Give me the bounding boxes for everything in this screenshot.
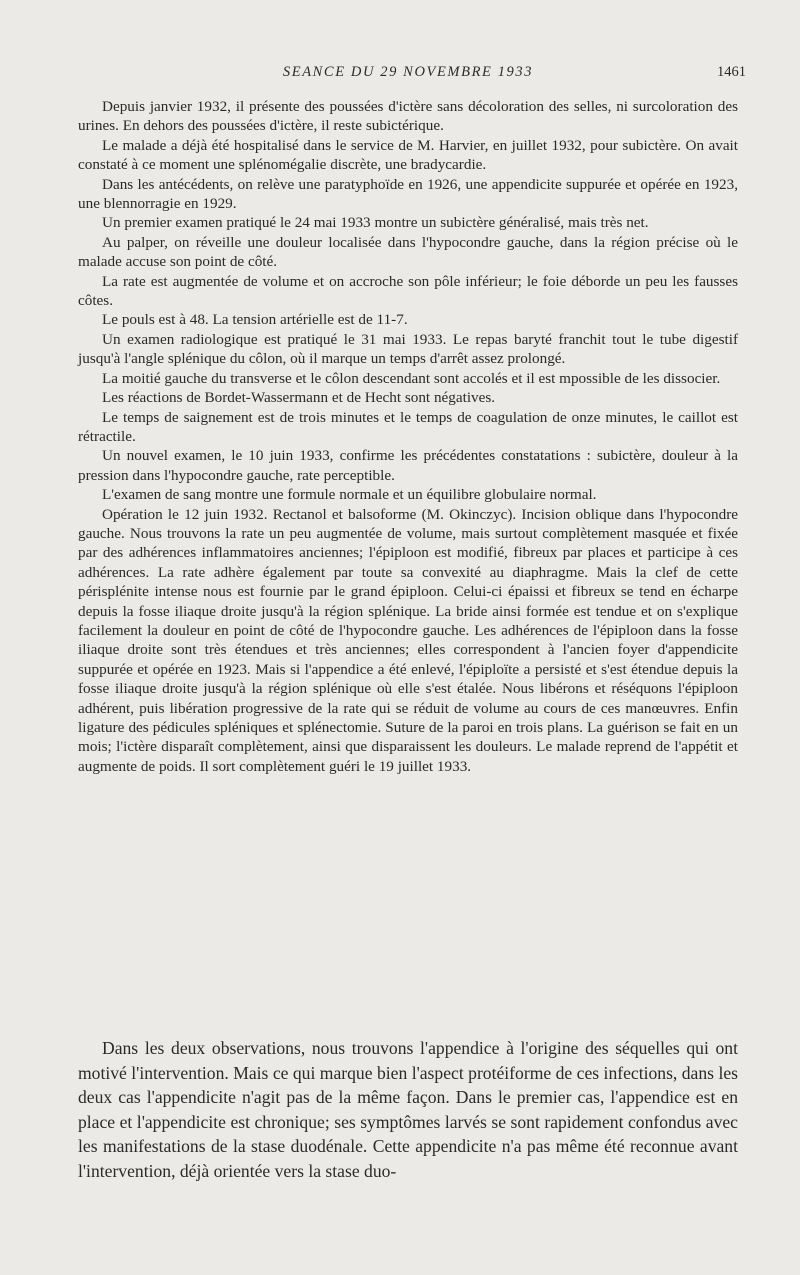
observation-text (78, 97, 738, 776)
header-title: SEANCE DU 29 NOVEMBRE 1933 (282, 64, 534, 80)
page-number: 1461 (717, 64, 746, 80)
paragraph: Opération le 12 juin 1932. Rectanol et balsoforme (M. Okinczyc). Incision oblique dans l'hypocondre gauche. Nous trouvons la rate un peu augmentée de volume, mais surtout complètement masquée et fixée par des adhérences inflammatoires anciennes; l'épiploon est modifié, fibreux par places et participe à ces adhérences. La rate adhère également par toute sa convexité au diaphragme. Mais la clef de cette périsplénite intense nous est fournie par le grand épiploon. Celui-ci épaissi et fibreux se tend en écharpe depuis la fosse iliaque droite jusqu'à la région splénique. La bride ainsi formée est tendue et on s'explique facilement la douleur en point de côté de l'hypocondre gauche. Les adhérences de l'épiploon dans la fosse iliaque droite sont très étendues et très anciennes; elles correspondent à l'ancien foyer d'appendicite suppurée et opérée en 1923. Mais si l'appendice a été enlevé, l'épiploïte a persisté et s'est étendue depuis la fosse iliaque droite jusqu'à la région splénique où elle s'est étalée. Nous libérons et réséquons l'épiploon adhérent, puis libération progressive de la rate qui se réduit de volume au cours de ces manœuvres. Enfin ligature des pédicules spléniques et splénectomie. Suture de la paroi en trois plans. La guérison se fait en un mois; l'ictère disparaît complètement, ainsi que disparaissent les douleurs. Le malade reprend de l'appétit et augmente de poids. Il sort complètement guéri le 19 juillet 1933. (78, 505, 738, 775)
paragraph: Un nouvel examen, le 10 juin 1933, confirme les précédentes constatations : subictère, douleur à la pression dans l'hypocondre gauche, rate perceptible. (78, 447, 738, 484)
paragraph: Le pouls est à 48. La tension artérielle est de 11-7. (102, 311, 408, 329)
paragraph: L'examen de sang montre une formule normale et un équilibre globulaire normal. (102, 486, 597, 504)
discussion-text (78, 1036, 738, 1184)
paragraph: Dans les antécédents, on relève une paratyphoïde en 1926, une appendicite suppurée et opérée en 1923, une blennorragie en 1929. (78, 175, 738, 213)
running-header (78, 64, 746, 86)
paragraph: Un examen radiologique est pratiqué le 31 mai 1933. Le repas baryté franchit tout le tube digestif jusqu'à l'angle splénique du côlon, où il marque un temps d'arrêt assez prolongé. (78, 330, 738, 368)
paragraph: La moitié gauche du transverse et le côlon descendant sont accolés et il est mpossible de les dissocier. (102, 369, 721, 387)
paragraph: Les réactions de Bordet-Wassermann et de Hecht sont négatives. (102, 389, 496, 407)
paragraph: La rate est augmentée de volume et on accroche son pôle inférieur; le foie déborde un peu les fausses côtes. (78, 272, 738, 310)
paragraph: Depuis janvier 1932, il présente des poussées d'ictère sans décoloration des selles, ni surcoloration des urines. En dehors des poussées d'ictère, il reste subictérique. (78, 98, 738, 135)
paragraph: Dans les deux observations, nous trouvons l'appendice à l'origine des séquelles qui ont motivé l'intervention. Mais ce qui marque bien l'aspect protéiforme de ces infections, dans les deux cas l'appendicite n'agit pas de la même façon. Dans le premier cas, l'appendice est en place et l'appendicite est chronique; ses symptômes larvés se sont rapidement confondus avec les manifestations de la stase duodénale. Cette appendicite n'a pas même été reconnue avant l'intervention, déjà orientée vers la stase duo- (78, 1038, 738, 1181)
paragraph: Un premier examen pratiqué le 24 mai 1933 montre un subictère généralisé, mais très net. (102, 214, 649, 232)
paragraph: Au palper, on réveille une douleur localisée dans l'hypocondre gauche, dans la région précise où le malade accuse son point de côté. (78, 233, 738, 271)
paragraph: Le temps de saignement est de trois minutes et le temps de coagulation de onze minutes, le caillot est rétractile. (78, 408, 738, 445)
paragraph: Le malade a déjà été hospitalisé dans le service de M. Harvier, en juillet 1932, pour subictère. On avait constaté à ce moment une splénomégalie discrète, une bradycardie. (78, 136, 738, 174)
